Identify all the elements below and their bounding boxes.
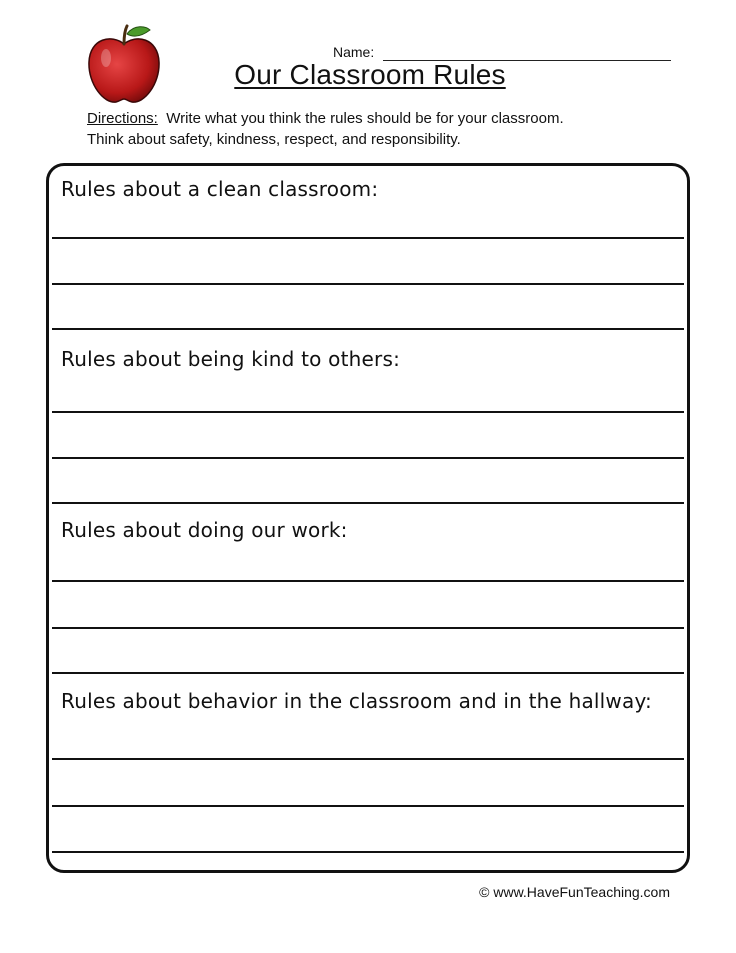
write-line[interactable] <box>52 502 684 504</box>
write-line[interactable] <box>52 283 684 285</box>
section-prompt-doing-work: Rules about doing our work: <box>61 518 348 542</box>
write-line[interactable] <box>52 237 684 239</box>
write-line[interactable] <box>52 457 684 459</box>
write-line[interactable] <box>52 805 684 807</box>
write-line[interactable] <box>52 328 684 330</box>
write-line[interactable] <box>52 580 684 582</box>
directions-text-1: Write what you think the rules should be for your classroom. <box>166 110 564 127</box>
directions-label: Directions: <box>87 110 158 127</box>
write-line[interactable] <box>52 758 684 760</box>
name-label: Name: <box>333 44 375 60</box>
directions-line-1 <box>87 108 564 129</box>
copyright-footer: © www.HaveFunTeaching.com <box>479 884 670 900</box>
write-line[interactable] <box>52 627 684 629</box>
directions <box>87 108 564 150</box>
write-line[interactable] <box>52 851 684 853</box>
write-line[interactable] <box>52 411 684 413</box>
directions-text-2: Think about safety, kindness, respect, and responsibility. <box>87 131 461 148</box>
write-line[interactable] <box>52 672 684 674</box>
section-prompt-behavior: Rules about behavior in the classroom and in the hallway: <box>61 689 652 713</box>
section-prompt-kind-to-others: Rules about being kind to others: <box>61 347 401 371</box>
worksheet-title: Our Classroom Rules <box>234 59 506 90</box>
section-prompt-clean-classroom: Rules about a clean classroom: <box>61 177 379 201</box>
